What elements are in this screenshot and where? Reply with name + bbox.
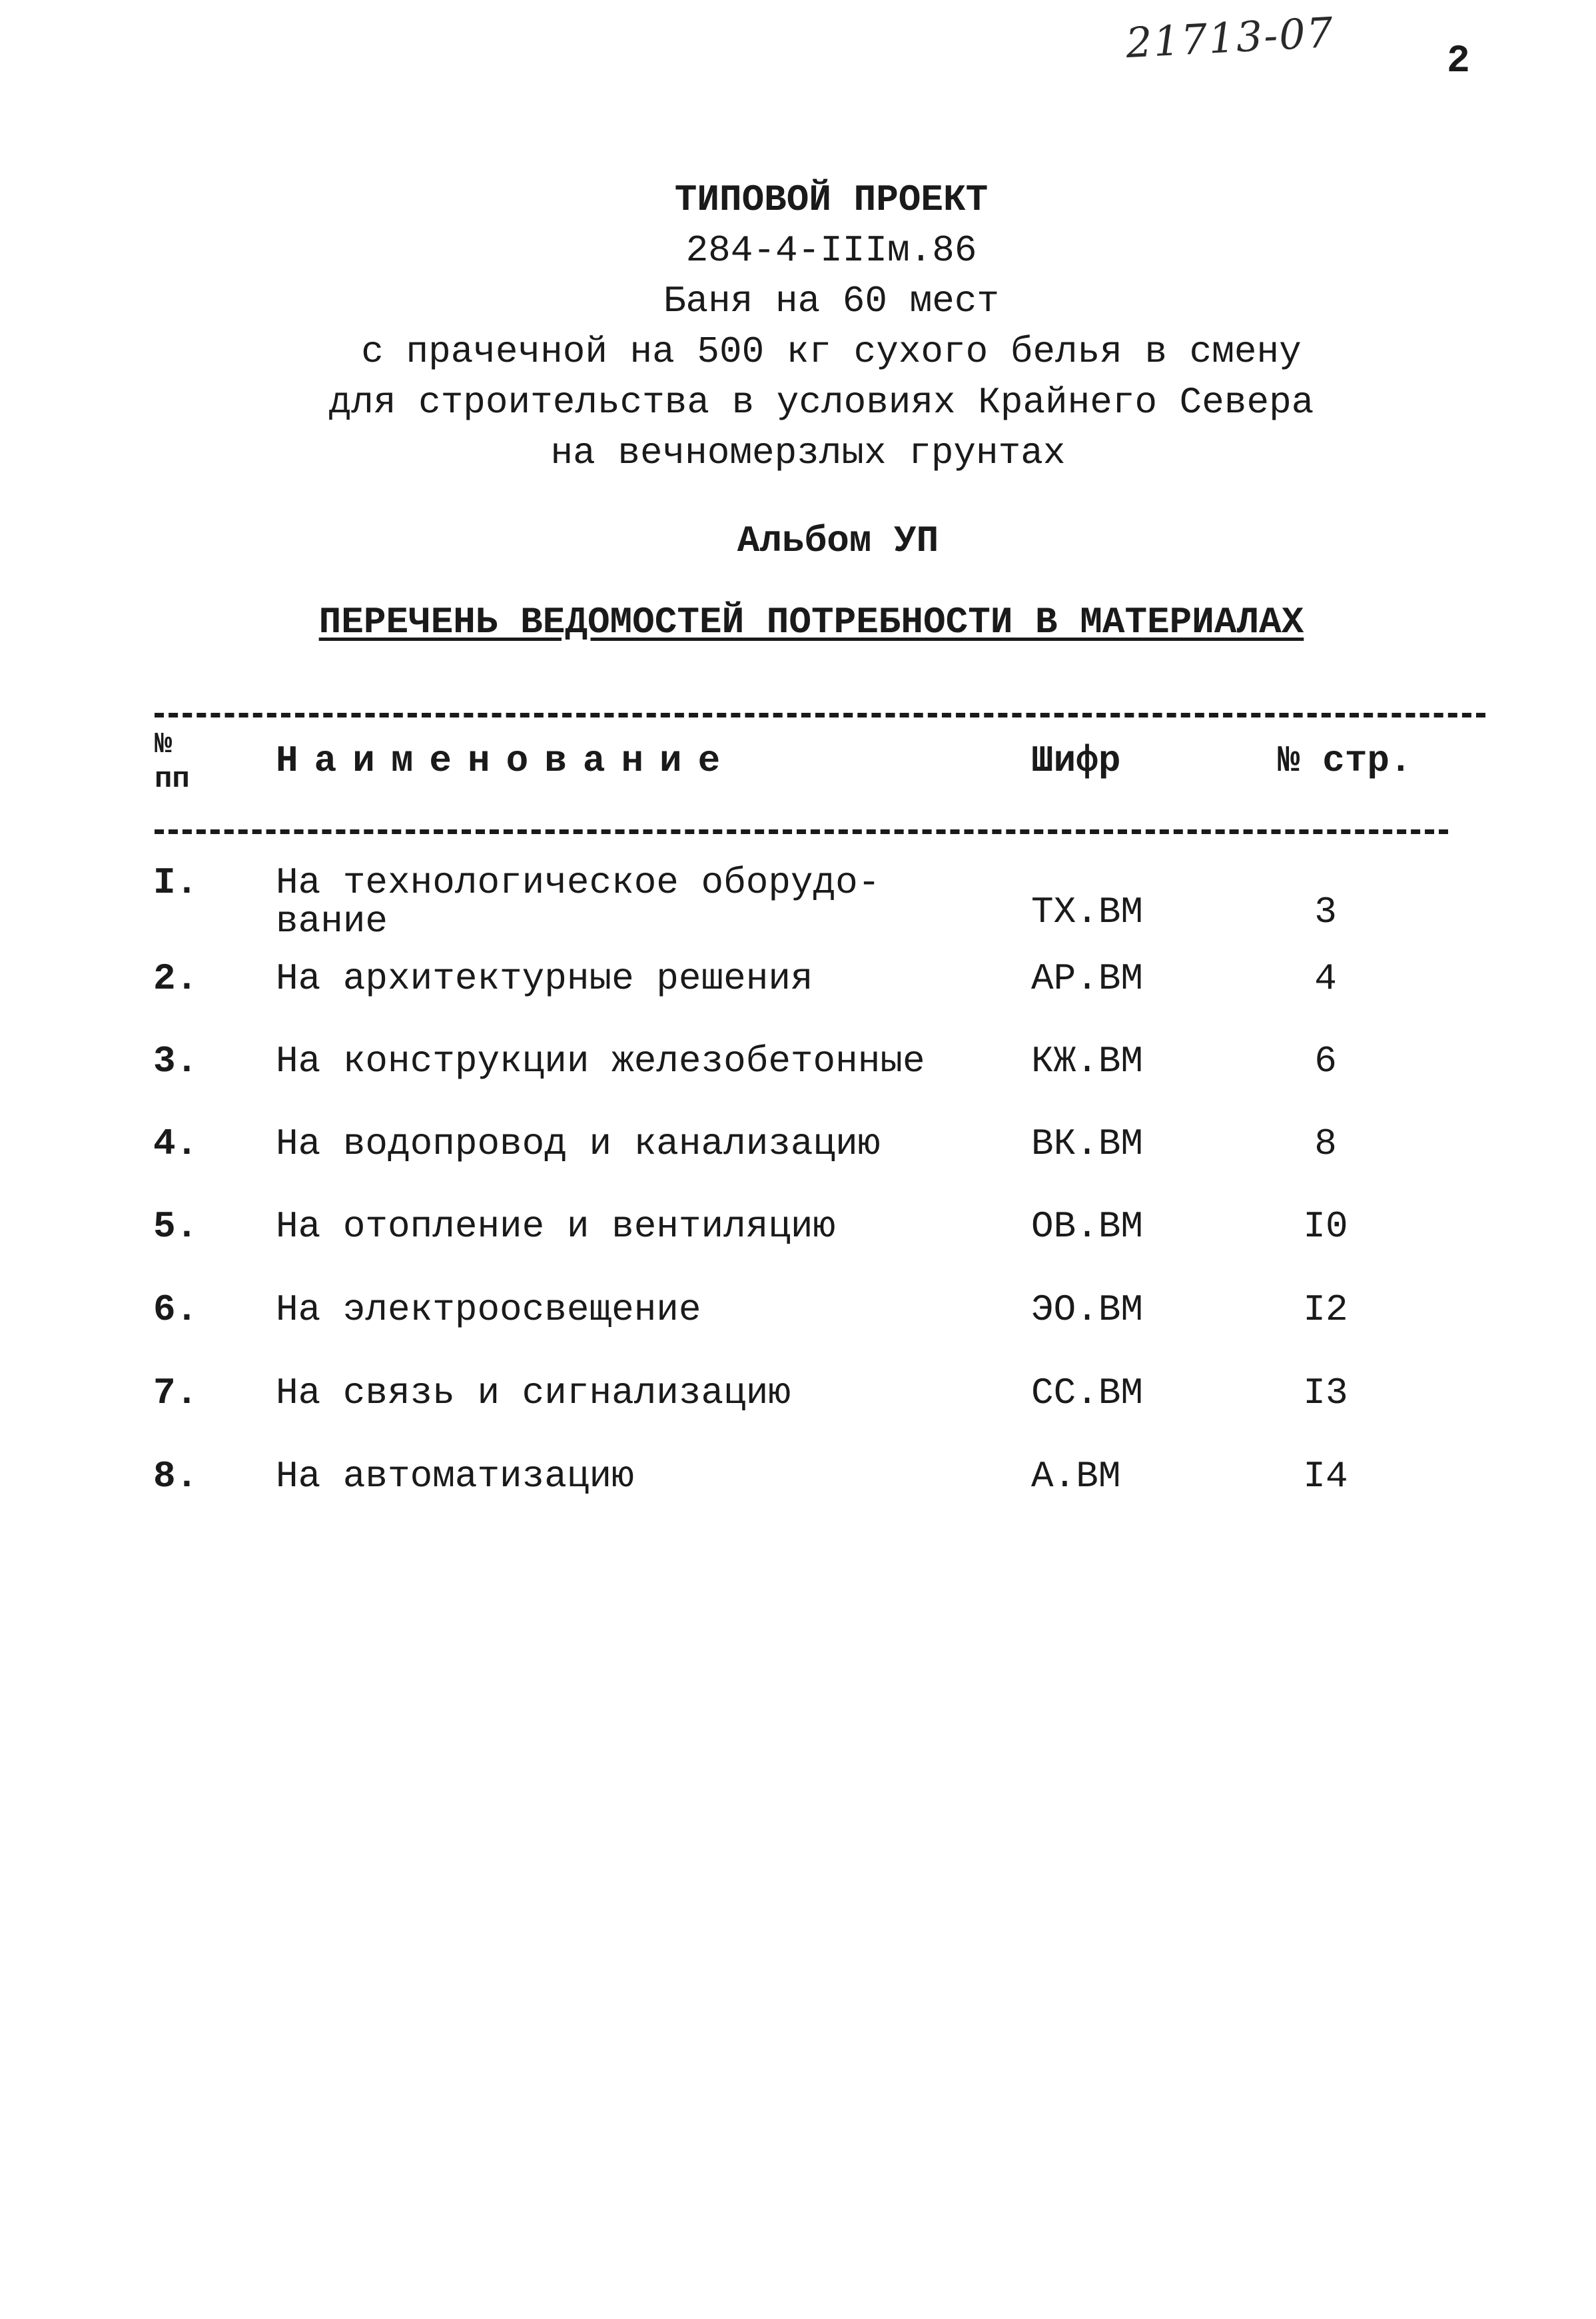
row-page: 4 xyxy=(1314,957,1337,1000)
row-name: На автоматизацию xyxy=(276,1455,634,1498)
document-header xyxy=(0,175,1596,478)
row-number: 5. xyxy=(153,1205,199,1248)
row-code: А.ВМ xyxy=(1031,1455,1121,1498)
row-name: На электроосвещение xyxy=(276,1288,701,1331)
album-label: Альбом УП xyxy=(737,520,939,562)
project-description-line-3: на вечномерзлых грунтах xyxy=(550,432,1066,474)
row-name-line-1: На технологическое оборудо- xyxy=(276,861,881,904)
row-code: СС.ВМ xyxy=(1031,1372,1144,1414)
row-page: I2 xyxy=(1303,1288,1348,1331)
row-code: ЭО.ВМ xyxy=(1031,1288,1144,1331)
handwritten-inventory-number: 21713-07 xyxy=(1124,7,1336,68)
project-name: Баня на 60 мест xyxy=(663,280,1000,322)
project-type-title: ТИПОВОЙ ПРОЕКТ xyxy=(674,179,989,221)
header-code: Шифр xyxy=(1031,739,1121,782)
row-name: На архитектурные решения xyxy=(276,957,813,1000)
row-number: 6. xyxy=(153,1288,199,1331)
list-title: ПЕРЕЧЕНЬ ВЕДОМОСТЕЙ ПОТРЕБНОСТИ В МАТЕРИАЛАХ xyxy=(318,601,1304,644)
row-name: На водопровод и канализацию xyxy=(276,1123,881,1165)
row-code: ТХ.ВМ xyxy=(1031,891,1144,933)
row-page: 6 xyxy=(1314,1040,1337,1083)
row-number: I. xyxy=(153,861,199,904)
row-page: I3 xyxy=(1303,1372,1348,1414)
row-name: На связь и сигнализацию xyxy=(276,1372,791,1414)
table-header-divider xyxy=(155,829,1448,834)
row-page: I4 xyxy=(1303,1455,1348,1498)
row-name-line-2: вание xyxy=(276,900,388,943)
row-name: На отопление и вентиляцию xyxy=(276,1205,836,1248)
row-number: 3. xyxy=(153,1040,199,1083)
row-code: ОВ.ВМ xyxy=(1031,1205,1144,1248)
row-code: ВК.ВМ xyxy=(1031,1123,1144,1165)
row-code: АР.ВМ xyxy=(1031,957,1144,1000)
header-number-symbol: № xyxy=(155,728,173,761)
row-page: 3 xyxy=(1314,891,1337,933)
row-number: 4. xyxy=(153,1123,199,1165)
row-page: 8 xyxy=(1314,1123,1337,1165)
header-name: Наименование xyxy=(276,739,737,782)
header-number xyxy=(155,727,208,797)
project-description-line-1: с прачечной на 500 кг сухого белья в смену xyxy=(361,330,1302,373)
row-name: На конструкции железобетонные xyxy=(276,1040,925,1083)
row-code: КЖ.ВМ xyxy=(1031,1040,1144,1083)
table-top-divider xyxy=(155,713,1485,717)
project-code: 284-4-IIIм.86 xyxy=(685,229,977,272)
header-page: № стр. xyxy=(1278,739,1412,782)
row-page: I0 xyxy=(1303,1205,1348,1248)
row-number: 8. xyxy=(153,1455,199,1498)
row-name xyxy=(276,863,1015,941)
row-number: 7. xyxy=(153,1372,199,1414)
page-number: 2 xyxy=(1447,40,1470,83)
header-number-abbrev: пп xyxy=(155,763,190,796)
row-number: 2. xyxy=(153,957,199,1000)
project-description-line-2: для строительства в условиях Крайнего Севера xyxy=(328,381,1314,424)
